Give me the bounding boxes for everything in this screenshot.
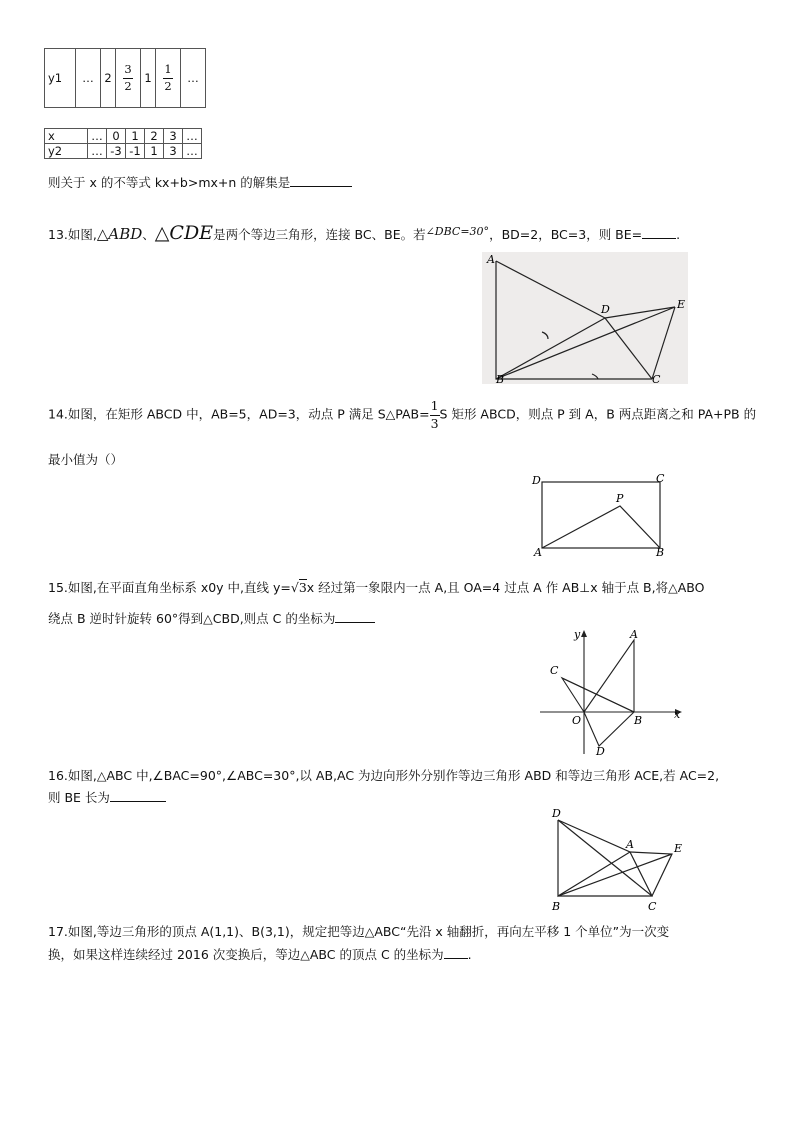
table-cell: 2 [101,49,116,108]
q16-text: 16.如图,△ABC 中,∠BAC=90°,∠ABC=30°,以 AB,AC 为边向形外分别作等边三角形 ABD 和等边三角形 ACE,若 AC=2, [48,768,720,783]
point-label-p: P [616,492,624,505]
table-cell: x [45,129,88,144]
y-axis-arrow-icon [581,630,587,637]
q15-text: 15.如图,在平面直角坐标系 x0y 中,直线 y=√3x 经过第一象限内一点 A,且 OA=4 过点 A 作 AB⊥x 轴于点 B,将△ABO [48,580,705,595]
answer-blank [444,946,468,959]
sqrt-icon: √ [290,580,299,595]
table-row [45,129,202,144]
point-label-b: B [552,900,561,913]
fraction: $\frac{3}{2}$ [124,62,132,93]
point-label-c: C [550,664,559,677]
q15-figure [536,628,686,758]
point-label-e: E [677,298,686,311]
table-cell: … [183,144,202,159]
point-label-d: D [596,745,605,758]
q15-text-line2: 绕点 B 逆时针旋转 60°得到△CBD,则点 C 的坐标为 [48,609,375,627]
answer-blank [335,610,375,623]
table-cell: y2 [45,144,88,159]
table-row [45,144,202,159]
table-cell [116,49,141,108]
fraction: $\frac{1}{2}$ [164,62,172,93]
point-label-c: C [648,900,657,913]
point-label-d: D [532,474,541,487]
answer-blank [290,174,352,187]
answer-blank [110,789,166,802]
q13-text: 13.如图,△ABD、△CDE是两个等边三角形，连接 BC、BE。若∠DBC=30°，BD=2，BC=3，则 BE= . [48,222,681,244]
table-cell: y1 [45,49,76,108]
table-cell [156,49,181,108]
table-cell: … [76,49,101,108]
q14-text: 14.如图，在矩形 ABCD 中，AB=5，AD=3，动点 P 满足 S△PAB= $\frac{1}{3}$ S 矩形 ABCD，则点 P 到 A，B 两点距离之和 PA+PB 的 [48,398,757,431]
table-cell: … [88,129,107,144]
table-cell: 1 [145,144,164,159]
point-label-d: D [552,807,561,820]
q16-figure [546,804,692,914]
q14-text-line2: 最小值为（） [48,452,124,467]
table-cell: 1 [126,129,145,144]
table-cell: 2 [145,129,164,144]
point-label-a: A [630,628,638,641]
point-label-d: D [601,303,610,316]
table-cell: -3 [107,144,126,159]
table-cell: … [181,49,206,108]
point-label-b: B [496,373,505,384]
q14-figure [528,470,674,560]
point-label-c: C [652,373,661,384]
point-label-a: A [487,253,495,266]
point-label-b: B [656,546,665,559]
table-cell: 3 [164,144,183,159]
axis-label-x: x [674,708,681,721]
point-label-b: B [634,714,643,727]
table-y1 [44,48,206,108]
table-cell: 3 [164,129,183,144]
q17-text: 17.如图,等边三角形的顶点 A(1,1)、B(3,1)，规定把等边△ABC“先沿 x 轴翻折，再向左平移 1 个单位”为一次变 [48,924,670,939]
q16-text-line2: 则 BE 长为 [48,788,166,806]
point-label-a: A [534,546,542,559]
q12-tail: 则关于 x 的不等式 kx+b>mx+n 的解集是 [48,173,352,191]
fraction: $\frac{1}{3}$ [430,398,439,431]
axis-label-y: y [574,628,581,641]
point-label-c: C [656,472,665,485]
table-cell: 1 [141,49,156,108]
answer-blank [642,226,676,239]
table-x-y2 [44,128,202,159]
q17-text-line2: 换，如果这样连续经过 2016 次变换后，等边△ABC 的顶点 C 的坐标为 . [48,947,472,962]
point-label-a: A [626,838,634,851]
q13-figure [482,252,688,384]
point-label-e: E [674,842,683,855]
table-cell: 0 [107,129,126,144]
table-cell: … [183,129,202,144]
table-cell: -1 [126,144,145,159]
table-cell: … [88,144,107,159]
point-label-o: O [572,714,582,727]
